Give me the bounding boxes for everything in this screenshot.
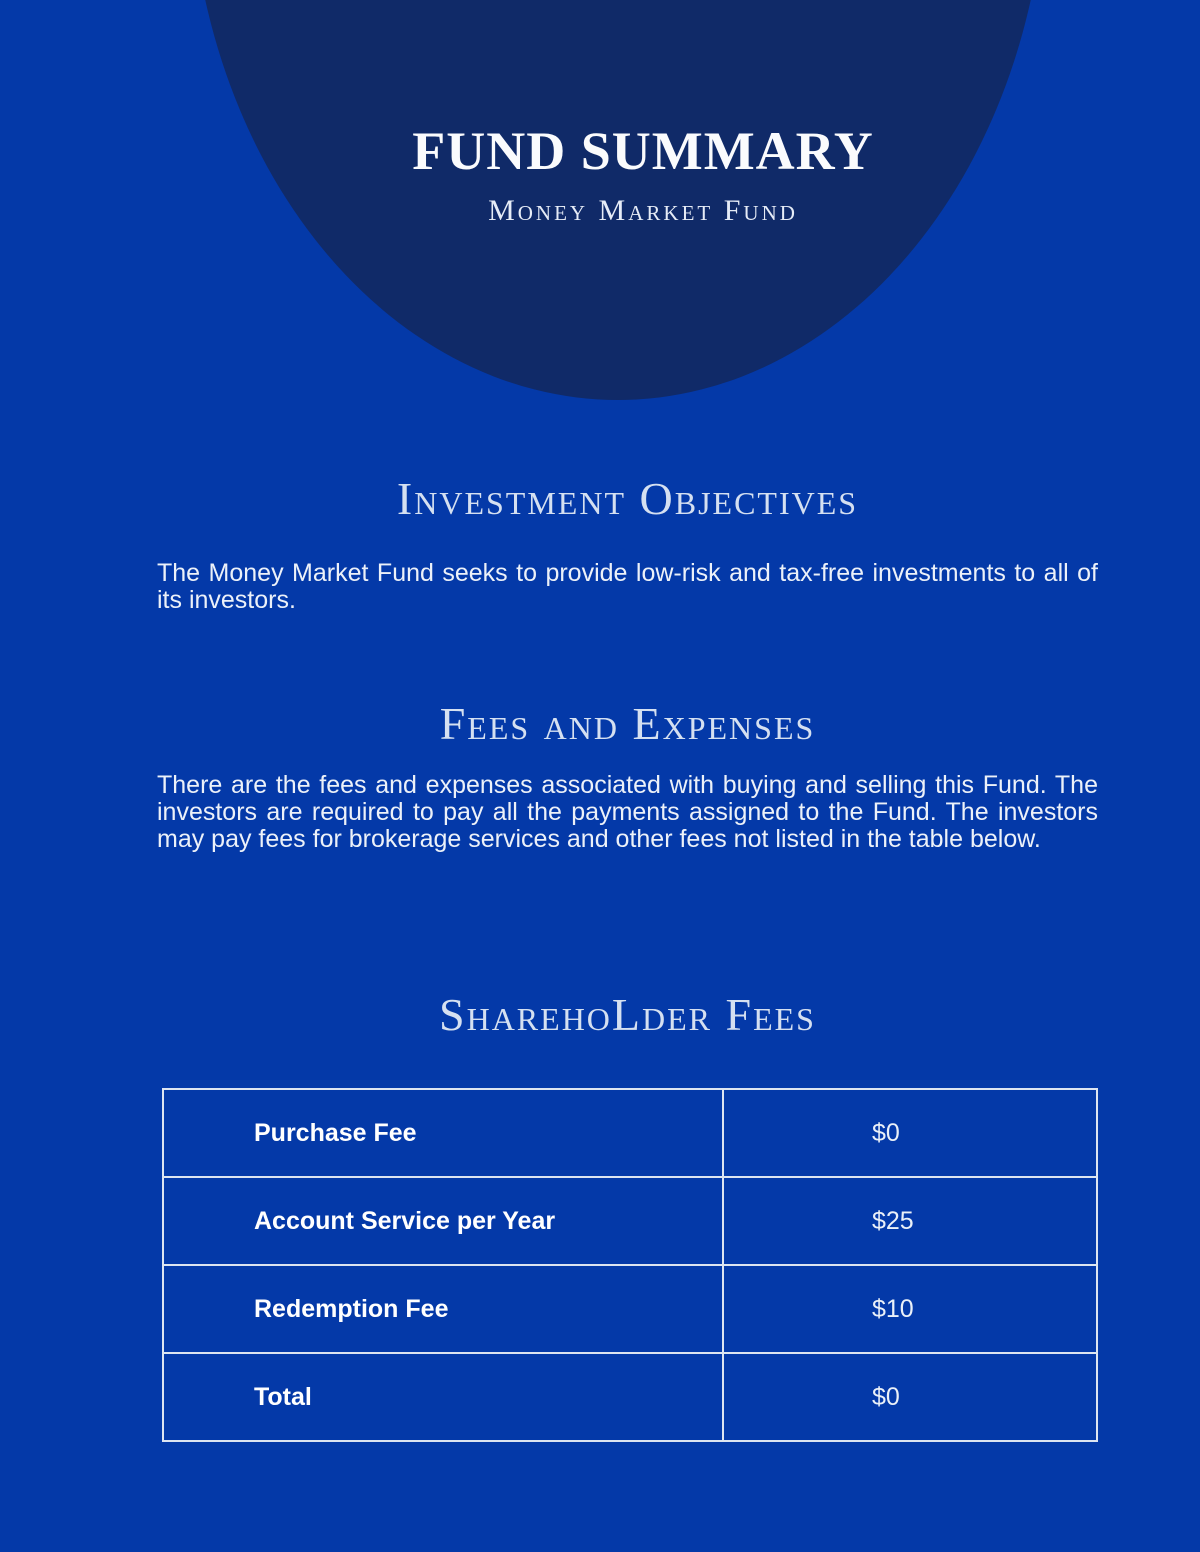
fee-value: $25 <box>723 1177 1097 1265</box>
section-heading-fees-and-expenses: Fees and Expenses <box>439 698 816 749</box>
fee-label: Purchase Fee <box>163 1089 723 1177</box>
table-row <box>163 1177 1097 1265</box>
page-title: FUND SUMMARY <box>412 121 874 181</box>
fee-label: Total <box>163 1353 723 1441</box>
shareholder-fees-table <box>162 1088 1098 1442</box>
table-row <box>163 1353 1097 1441</box>
fee-value: $0 <box>723 1353 1097 1441</box>
fee-value: $0 <box>723 1089 1097 1177</box>
fee-value: $10 <box>723 1265 1097 1353</box>
table-row <box>163 1089 1097 1177</box>
section-heading-shareholder-fees: SharehoLder Fees <box>439 989 816 1040</box>
table-row <box>163 1265 1097 1353</box>
investment-objectives-paragraph: The Money Market Fund seeks to provide low-risk and tax-free investments to all of its investors. <box>157 559 1098 614</box>
fees-and-expenses-paragraph: There are the fees and expenses associated with buying and selling this Fund. The investors are required to pay all the payments assigned to the Fund. The investors may pay fees for brokerage services and other fees not listed in the table below. <box>157 771 1098 853</box>
section-heading-investment-objectives: Investment Objectives <box>396 473 859 524</box>
fee-label: Account Service per Year <box>163 1177 723 1265</box>
page-subtitle: Money Market Fund <box>488 194 798 227</box>
fee-label: Redemption Fee <box>163 1265 723 1353</box>
